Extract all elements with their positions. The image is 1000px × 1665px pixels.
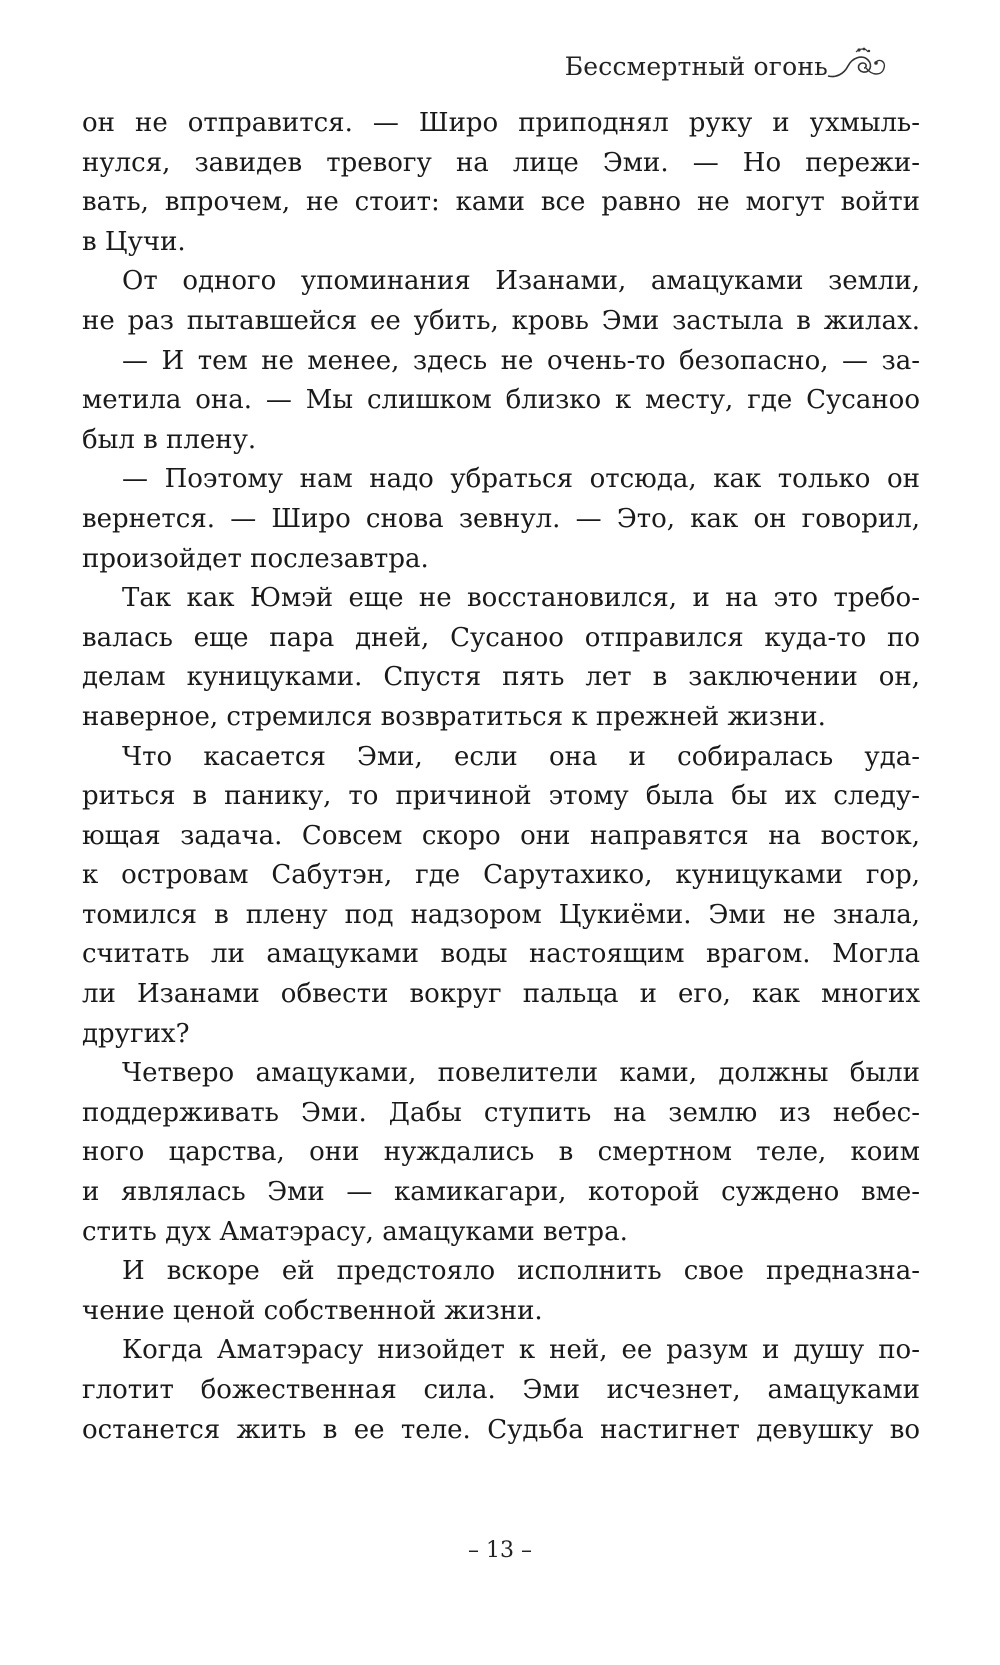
text-line: он не отправится. — Широ приподнял руку и ухмыль- bbox=[82, 108, 920, 138]
text-line: нулся, завидев тревогу на лице Эми. — Но пережи- bbox=[82, 147, 920, 178]
text-line: и являлась Эми — камикагари, которой суждено вме- bbox=[82, 1177, 920, 1208]
text-line: стить дух Аматэрасу, амацуками ветра. bbox=[82, 1216, 628, 1247]
text-line: наверное, стремился возвратиться к прежней жизни. bbox=[82, 701, 826, 732]
text-line: поддерживать Эми. Дабы ступить на землю из небес- bbox=[82, 1097, 920, 1128]
text-line: ющая задача. Совсем скоро они направятся на восток, bbox=[82, 820, 920, 851]
text-line: риться в панику, то причиной этому была бы их следу- bbox=[82, 781, 920, 812]
text-line: И вскоре ей предстояло исполнить свое предназна- bbox=[122, 1256, 920, 1287]
text-line: считать ли амацуками воды настоящим врагом. Могла bbox=[82, 939, 920, 970]
text-line: останется жить в ее теле. Судьба настигнет девушку во bbox=[82, 1414, 920, 1445]
text-line: других? bbox=[82, 1018, 190, 1049]
text-line: чение ценой собственной жизни. bbox=[82, 1295, 543, 1326]
running-header bbox=[565, 46, 888, 86]
text-line: вернется. — Широ снова зевнул. — Это, как он говорил, bbox=[82, 503, 920, 534]
text-line: глотит божественная сила. Эми исчезнет, амацуками bbox=[82, 1375, 920, 1405]
text-line: вать, впрочем, не стоит: ками все равно не могут войти bbox=[82, 187, 920, 218]
text-line: — И тем не менее, здесь не очень-то безопасно, — за- bbox=[122, 345, 920, 376]
flourish-ornament-icon bbox=[826, 46, 888, 86]
text-line: — Поэтому нам надо убраться отсюда, как только он bbox=[122, 464, 920, 495]
text-line: Так как Юмэй еще не восстановился, и на это требо- bbox=[122, 583, 920, 614]
running-title: Бессмертный огонь bbox=[564, 51, 828, 81]
text-line: метила она. — Мы слишком близко к месту, где Сусаноо bbox=[82, 385, 920, 416]
text-line: к островам Сабутэн, где Сарутахико, куницуками гор, bbox=[82, 860, 920, 891]
text-line: Когда Аматэрасу низойдет к ней, ее разум и душу по- bbox=[122, 1335, 920, 1366]
text-line: был в плену. bbox=[82, 424, 257, 455]
text-line: Четверо амацуками, повелители ками, должны были bbox=[122, 1058, 920, 1089]
text-line: в Цучи. bbox=[82, 226, 186, 257]
text-line: не раз пытавшейся ее убить, кровь Эми застыла в жилах. bbox=[82, 305, 920, 336]
text-line: валась еще пара дней, Сусаноо отправился куда-то по bbox=[82, 622, 920, 653]
text-line: ли Изанами обвести вокруг пальца и его, как многих bbox=[82, 979, 920, 1010]
body-text bbox=[82, 104, 920, 1450]
text-line: томился в плену под надзором Цукиёми. Эми не знала, bbox=[82, 899, 920, 930]
text-line: делам куницуками. Спустя пять лет в заключении он, bbox=[82, 662, 920, 693]
text-line: От одного упоминания Изанами, амацуками земли, bbox=[122, 266, 920, 297]
text-line: ного царства, они нуждались в смертном теле, коим bbox=[82, 1137, 920, 1168]
page-number: – 13 – bbox=[468, 1538, 532, 1563]
text-line: Что касается Эми, если она и собиралась уда- bbox=[122, 741, 920, 772]
text-line: произойдет послезавтра. bbox=[82, 543, 429, 574]
